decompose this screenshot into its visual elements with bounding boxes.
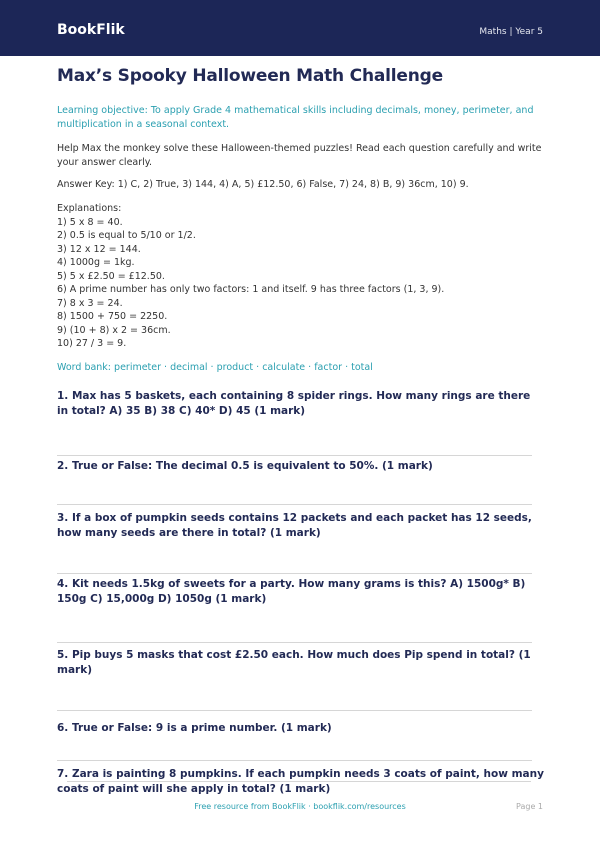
page-number: Page 1	[516, 802, 543, 811]
answer-key: Answer Key: 1) C, 2) True, 3) 144, 4) A, 5) £12.50, 6) False, 7) 24, 8) B, 9) 36cm, 10) 9.	[57, 179, 469, 190]
explanation-line: 6) A prime number has only two factors: 1 and itself. 9 has three factors (1, 3, 9).	[57, 284, 445, 295]
question-6: 6. True or False: 9 is a prime number. (1 mark)	[57, 721, 332, 734]
question-5: 5. Pip buys 5 masks that cost £2.50 each. How much does Pip spend in total? (1 mark)	[57, 648, 531, 676]
answer-line	[57, 474, 532, 505]
explanations-title: Explanations:	[57, 203, 122, 214]
explanation-line: 7) 8 x 3 = 24.	[57, 297, 123, 309]
subject-label: Maths | Year 5	[479, 27, 543, 37]
footer-divider	[67, 781, 531, 782]
question-1: 1. Max has 5 baskets, each containing 8 spider rings. How many rings are there in total? A) 35 B) 38 C) 40* D) 45 (1 mark)	[57, 389, 531, 417]
explanation-line: 4) 1000g = 1kg.	[57, 257, 135, 268]
explanation-line: 5) 5 x £2.50 = £12.50.	[57, 270, 165, 282]
learning-objective: Learning objective: To apply Grade 4 mathematical skills including decimals, money, perimeter, and multiplication in a seasonal context.	[57, 105, 534, 130]
brand-logo: BookFlik	[57, 22, 125, 38]
question-4: 4. Kit needs 1.5kg of sweets for a party. How many grams is this? A) 1500g* B) 150g C) 15,000g D) 1050g (1 mark)	[57, 577, 526, 605]
explanation-line: 8) 1500 + 750 = 2250.	[57, 311, 168, 322]
explanation-line: 10) 27 / 3 = 9.	[57, 338, 127, 349]
explanation-line: 9) (10 + 8) x 2 = 36cm.	[57, 324, 171, 336]
answer-line	[57, 678, 532, 711]
answer-line	[57, 541, 532, 574]
answer-line	[57, 736, 532, 761]
page-title: Max’s Spooky Halloween Math Challenge	[57, 66, 443, 86]
question-2: 2. True or False: The decimal 0.5 is equivalent to 50%. (1 mark)	[57, 459, 433, 472]
explanation-line: 3) 12 x 12 = 144.	[57, 243, 141, 255]
explanation-line: 1) 5 x 8 = 40.	[57, 216, 123, 228]
explanation-line: 2) 0.5 is equal to 5/10 or 1/2.	[57, 230, 196, 241]
question-7: 7. Zara is painting 8 pumpkins. If each pumpkin needs 3 coats of paint, how many coats of paint will she apply in total? (1 mark)	[57, 767, 544, 795]
answer-line	[57, 419, 532, 456]
explanations	[57, 202, 544, 351]
answer-line	[57, 607, 532, 643]
word-bank: Word bank: perimeter · decimal · product · calculate · factor · total	[57, 361, 373, 373]
page-header	[0, 0, 600, 56]
footer-credit[interactable]: Free resource from BookFlik · bookflik.com/resources	[194, 802, 406, 811]
worksheet-content	[57, 66, 544, 797]
question-3: 3. If a box of pumpkin seeds contains 12 packets and each packet has 12 seeds, how many seeds are there in total? (1 mark)	[57, 511, 532, 539]
intro-text: Help Max the monkey solve these Halloween-themed puzzles! Read each question carefully and write your answer clearly.	[57, 143, 542, 168]
